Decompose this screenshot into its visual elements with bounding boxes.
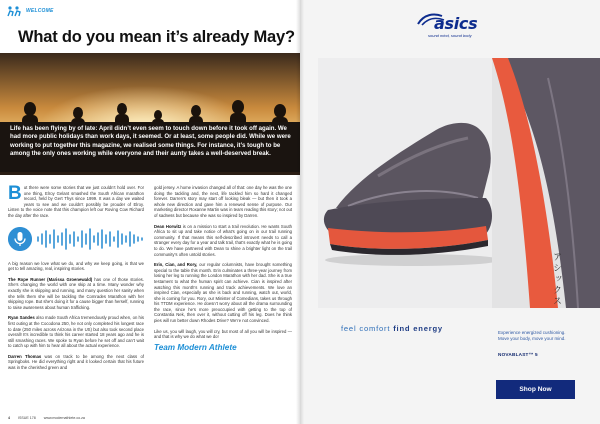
product-name: NOVABLAST™ 5 xyxy=(498,352,538,357)
ad-headline-bold: find energy xyxy=(393,324,443,333)
microphone-icon[interactable] xyxy=(8,227,32,251)
japanese-brand-text: アシックス xyxy=(552,252,562,307)
brand-tagline: sound mind, sound body xyxy=(428,33,472,38)
page-title: What do you mean it’s already May? xyxy=(18,28,295,46)
paragraph-text: ut there were some stories that we just couldn’t hold over. For one thing, Elroy Gelant smashed the South African marathon record, held by Gert Thys since 1999. It was a day we waited years to see and we couldn’t possibly be prouder of Elroy. Listen to the voice note that this champion left our Roving Cow Richard the day after the race. xyxy=(8,185,144,218)
paragraph-text: was on track to be among the next class of Springboks. He did everything right and it looked certain that his future was in the cherished green and xyxy=(8,353,144,371)
paragraph: Like us, you will laugh, you will cry, but most of all you will be inspired — and that is why we do what we do! xyxy=(154,328,292,340)
pitch-line: Experience energized cushioning. xyxy=(498,330,566,335)
shoe-closeup-image xyxy=(492,58,600,308)
ad-pitch xyxy=(498,330,598,342)
signoff: Team Modern Athlete xyxy=(154,342,237,352)
bold-name: Ryan Sandes xyxy=(8,315,35,321)
voice-note-player[interactable] xyxy=(8,225,144,255)
paragraph-text: is on a mission to start a trail revolution. He wants South Africa to sit up and take notice of what’s going on in our trail running community. If that means this self-described introvert needs to call a stranger every day for a year and talk trail, that’s exactly what he is going to do. We have partnered with Dean to shine a brighter light on the trail community’s often untold stories. xyxy=(154,223,292,257)
paragraph: gold jersey. A home invasion changed all of that: one day he was the one doing the tackling and, the next, life tackled him so hard it changed forever. Darren’s story may start off looking bleak — but then it took a whole new direction and gave him a renewed sense of purpose. Our marketing director Roxanne Martin was in tears reading this story; not out of sadness but because she was so inspired by Darren. xyxy=(154,185,292,218)
bold-name: Erin, Cian, and Rory, xyxy=(154,262,198,268)
section-brand xyxy=(6,5,54,17)
bold-name: Dean Horwitz xyxy=(154,223,182,229)
advert-page xyxy=(300,0,600,424)
paragraph xyxy=(154,224,292,258)
paragraph xyxy=(8,277,144,311)
pitch-line: Move your body, move your mind. xyxy=(498,336,566,341)
page-number: 4 xyxy=(8,416,10,420)
audio-waveform-icon xyxy=(36,227,144,251)
paragraph: A big reason we love what we do, and why we keep going, is that we get to tell amazing, real, inspiring stories. xyxy=(8,260,144,272)
ad-headline xyxy=(341,324,443,333)
opening-paragraph xyxy=(8,185,144,219)
paragraph-text: our regular columnists, have brought something special to the table this month. Erin culminates a three-year journey from losing her leg to running the London Marathon with her dad. She is a true testament to what the human spirit can achieve. Cian is inspired after watching this month’s running and track achievements. We love an inspired Cian, especially as she is back and running, watch out, world, she is coming for you. Rory, our Minister of Comedians, takes us through his TTDM experience. He doesn’t worry about all the drama surrounding the race, since he’s more preoccupied with getting to the top of Constantia Nek, then over it, without cutting off his leg. Does he think pies will run better down Rhodes Drive? We’re not convinced. xyxy=(154,262,293,324)
drop-cap: B xyxy=(8,183,22,204)
bold-name: The Rope Runner (Marissa Groenewald) xyxy=(8,276,93,282)
article-column-1 xyxy=(8,185,144,376)
section-label: WELCOME xyxy=(26,8,54,14)
paragraph-text: also made South Africa tremendously proud when, on his first outing at the Cocodona 250, he not only completed his longest race to date (250 miles across Arizona in the US) but also took second place overall! It’s incredible to think his career started 18 years ago and he is still smashing races. We spoke to Ryan before he set off and can’t wait to catch up with him to hear all about the actual experience. xyxy=(8,315,144,349)
issue-number: ISSUE 178 xyxy=(18,416,36,420)
paragraph-text: has one of those stories. She’s changing the world with one skip at a time. Many wonder why exactly she is skipping and running, and many question her sanity when she tells them she will be tackling the Comrades Marathon with her skipping rope. But she’s doing it for a cause bigger than herself, running to raise awareness about human trafficking. xyxy=(8,276,144,310)
paragraph xyxy=(154,262,292,324)
website-link[interactable]: www.modernathlete.co.za xyxy=(43,416,85,420)
runners-logo-icon xyxy=(6,5,24,17)
shop-now-button[interactable]: Shop Now xyxy=(496,380,575,399)
brand-wordmark: asics xyxy=(434,14,478,33)
article-column-2 xyxy=(154,185,292,350)
ad-headline-prefix: feel comfort xyxy=(341,324,391,333)
bold-name: Darren Thomas xyxy=(8,353,42,359)
intro-paragraph: Life has been flying by of late: April didn’t even seem to touch down before it took off again. We had more public holidays than work days, it seemed. Or at least, some people did. While we were working to put together this magazine, we realised some things. For instance, it’s tough to be among the only ones working while everyone and their aunty takes a well-deserved break. xyxy=(10,125,291,158)
paragraph xyxy=(8,354,144,371)
paragraph xyxy=(8,315,144,349)
shoe-closeup xyxy=(492,58,600,308)
page-footer xyxy=(8,416,85,420)
page-gutter xyxy=(296,0,304,424)
